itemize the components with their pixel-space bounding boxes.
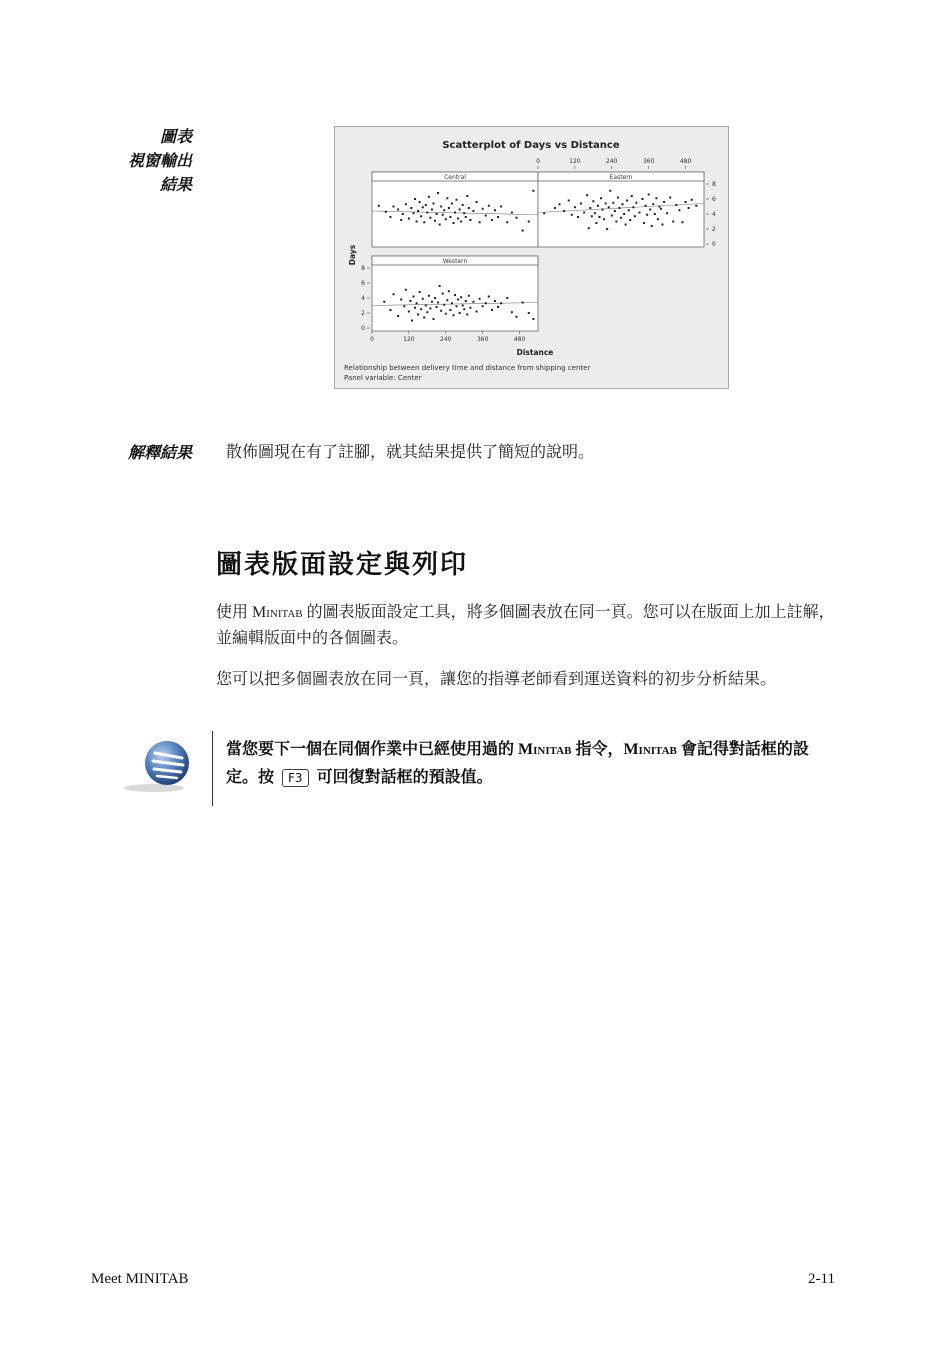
data-point xyxy=(685,201,687,203)
note-part3: 會記得對話框的設定。按 xyxy=(226,741,809,786)
data-point xyxy=(602,209,604,211)
data-point xyxy=(446,299,448,301)
note-app-name-1: Minitab xyxy=(518,741,572,758)
data-point xyxy=(397,315,399,317)
data-point xyxy=(577,216,579,218)
data-point xyxy=(574,206,576,208)
data-point xyxy=(660,208,662,210)
data-point xyxy=(603,218,605,220)
data-point xyxy=(543,212,545,214)
data-point xyxy=(571,214,573,216)
data-point xyxy=(500,302,502,304)
data-point xyxy=(592,200,594,202)
note-icon xyxy=(124,738,194,794)
data-point xyxy=(462,204,464,206)
data-point xyxy=(532,318,534,320)
note-text xyxy=(226,736,836,792)
note-app-name-2: Minitab xyxy=(623,741,677,758)
y-tick-label: 2 xyxy=(361,310,365,317)
data-point xyxy=(400,219,402,221)
data-point xyxy=(457,299,459,301)
x-tick-label: 240 xyxy=(606,158,618,165)
data-point xyxy=(432,318,434,320)
data-point xyxy=(497,216,499,218)
data-point xyxy=(431,301,433,303)
data-point xyxy=(485,215,487,217)
data-point xyxy=(629,219,631,221)
data-point xyxy=(658,206,660,208)
data-point xyxy=(440,310,442,312)
x-tick-label: 360 xyxy=(642,158,655,165)
data-point xyxy=(422,206,424,208)
y-tick-label: 8 xyxy=(361,265,365,272)
data-point xyxy=(422,298,424,300)
data-point xyxy=(431,209,433,211)
data-point xyxy=(434,297,436,299)
data-point xyxy=(554,207,556,209)
data-point xyxy=(528,221,530,223)
chart-output-label-line3: 結果 xyxy=(159,177,192,194)
data-point xyxy=(403,305,405,307)
data-point xyxy=(436,213,438,215)
data-point xyxy=(437,302,439,304)
data-point xyxy=(638,212,640,214)
data-point xyxy=(393,293,395,295)
data-point xyxy=(482,208,484,210)
x-tick-label: 240 xyxy=(440,336,452,343)
chart-footnote-line1: Relationship between delivery time and distance from shipping center xyxy=(344,364,591,372)
data-point xyxy=(649,209,651,211)
data-point xyxy=(442,293,444,295)
data-point xyxy=(423,317,425,319)
data-point xyxy=(466,314,468,316)
data-point xyxy=(428,295,430,297)
data-point xyxy=(465,216,467,218)
f3-key: F3 xyxy=(282,769,309,787)
data-point xyxy=(408,218,410,220)
data-point xyxy=(472,210,474,212)
data-point xyxy=(675,204,677,206)
panel-frame xyxy=(372,172,538,247)
y-tick-label: 4 xyxy=(712,211,716,218)
y-tick-label: 2 xyxy=(712,226,716,233)
section-paragraph-2: 您可以把多個圖表放在同一頁，讓您的指導老師看到運送資料的初步分析結果。 xyxy=(216,671,777,688)
x-tick-label: 0 xyxy=(536,158,540,165)
data-point xyxy=(522,230,524,232)
data-point xyxy=(532,190,534,192)
note-part4: 可回復對話框的預設值。 xyxy=(312,769,493,786)
data-point xyxy=(440,206,442,208)
data-point xyxy=(378,205,380,207)
data-point xyxy=(515,316,517,318)
data-point xyxy=(442,214,444,216)
data-point xyxy=(588,227,590,229)
data-point xyxy=(695,205,697,207)
data-point xyxy=(600,197,602,199)
note-part2: 指令， xyxy=(571,741,624,758)
y-tick-label: 6 xyxy=(361,280,365,287)
data-point xyxy=(669,197,671,199)
data-point xyxy=(425,204,427,206)
data-point xyxy=(635,202,637,204)
chart-output-label xyxy=(96,126,192,198)
para1-pre: 使用 xyxy=(216,604,253,621)
data-point xyxy=(618,207,620,209)
data-point xyxy=(454,212,456,214)
data-point xyxy=(452,222,454,224)
data-point xyxy=(645,205,647,207)
data-point xyxy=(426,212,428,214)
para1-post: 的圖表版面設定工具，將多個圖表放在同一頁。您可以在版面上加上註解，並編輯版面中的各個圖表。 xyxy=(216,604,835,647)
data-point xyxy=(426,311,428,313)
data-point xyxy=(463,308,465,310)
data-point xyxy=(648,194,650,196)
data-point xyxy=(479,298,481,300)
data-point xyxy=(476,311,478,313)
note-divider xyxy=(212,731,213,806)
data-point xyxy=(625,224,627,226)
data-point xyxy=(580,203,582,205)
data-point xyxy=(605,203,607,205)
data-point xyxy=(420,215,422,217)
data-point xyxy=(468,207,470,209)
data-point xyxy=(626,200,628,202)
data-point xyxy=(402,213,404,215)
data-point xyxy=(662,224,664,226)
data-point xyxy=(436,306,438,308)
data-point xyxy=(389,216,391,218)
interpret-results-text: 散佈圖現在有了註腳，就其結果提供了簡短的說明。 xyxy=(226,444,595,461)
y-tick-label: 0 xyxy=(361,325,365,332)
chart-y-axis-label: Days xyxy=(348,244,357,266)
data-point xyxy=(628,209,630,211)
panel-label: Central xyxy=(444,174,466,181)
data-point xyxy=(586,194,588,196)
data-point xyxy=(559,203,561,205)
data-point xyxy=(563,210,565,212)
data-point xyxy=(463,212,465,214)
data-point xyxy=(609,190,611,192)
data-point xyxy=(678,209,680,211)
data-point xyxy=(479,221,481,223)
data-point xyxy=(506,297,508,299)
para1-app-name: Minitab xyxy=(252,604,303,621)
data-point xyxy=(488,296,490,298)
panel-frame xyxy=(372,256,538,331)
data-point xyxy=(657,218,659,220)
data-point xyxy=(419,291,421,293)
chart-output-label-line1: 圖表 xyxy=(159,129,192,146)
data-point xyxy=(655,197,657,199)
chart-output-label-line2: 視窗輸出 xyxy=(127,153,192,170)
data-point xyxy=(449,309,451,311)
data-point xyxy=(443,209,445,211)
scatterplot-image xyxy=(334,126,729,389)
data-point xyxy=(469,219,471,221)
data-point xyxy=(439,285,441,287)
data-point xyxy=(511,311,513,313)
data-point xyxy=(646,214,648,216)
data-point xyxy=(393,206,395,208)
data-point xyxy=(465,300,467,302)
data-point xyxy=(469,307,471,309)
data-point xyxy=(389,309,391,311)
data-point xyxy=(434,220,436,222)
data-point xyxy=(385,211,387,213)
x-tick-label: 120 xyxy=(569,158,581,165)
chart-footnote-line2: Panel variable: Center xyxy=(344,374,422,382)
chart-title: Scatterplot of Days vs Distance xyxy=(442,140,620,151)
data-point xyxy=(451,302,453,304)
data-point xyxy=(409,300,411,302)
note-part1: 當您要下一個在同個作業中已經使用過的 xyxy=(226,741,519,758)
section-heading: 圖表版面設定與列印 xyxy=(216,550,469,579)
data-point xyxy=(485,302,487,304)
y-tick-label: 0 xyxy=(712,241,716,248)
interpret-results-label: 解釋結果 xyxy=(127,445,192,462)
data-point xyxy=(445,218,447,220)
scatterplot-svg xyxy=(335,127,728,388)
y-tick-label: 8 xyxy=(712,181,716,188)
data-point xyxy=(488,205,490,207)
data-point xyxy=(459,312,461,314)
data-point xyxy=(456,305,458,307)
data-point xyxy=(528,312,530,314)
data-point xyxy=(515,217,517,219)
data-point xyxy=(591,215,593,217)
data-point xyxy=(583,212,585,214)
data-point xyxy=(522,302,524,304)
data-point xyxy=(500,206,502,208)
data-point xyxy=(383,301,385,303)
data-point xyxy=(476,201,478,203)
data-point xyxy=(460,296,462,298)
data-point xyxy=(482,305,484,307)
data-point xyxy=(405,289,407,291)
data-point xyxy=(589,207,591,209)
data-point xyxy=(448,290,450,292)
data-point xyxy=(615,221,617,223)
data-point xyxy=(416,302,418,304)
data-point xyxy=(597,205,599,207)
data-point xyxy=(691,199,693,201)
data-point xyxy=(608,206,610,208)
data-point xyxy=(397,209,399,211)
data-point xyxy=(606,228,608,230)
data-point xyxy=(642,198,644,200)
data-point xyxy=(449,216,451,218)
x-tick-label: 120 xyxy=(403,336,415,343)
section-paragraph-1 xyxy=(216,600,842,652)
data-point xyxy=(405,203,407,205)
data-point xyxy=(419,201,421,203)
y-tick-label: 4 xyxy=(361,295,365,302)
data-point xyxy=(631,195,633,197)
data-point xyxy=(672,221,674,223)
data-point xyxy=(666,212,668,214)
data-point xyxy=(611,215,613,217)
data-point xyxy=(623,213,625,215)
data-point xyxy=(446,197,448,199)
y-tick-label: 6 xyxy=(712,196,716,203)
data-point xyxy=(432,203,434,205)
data-point xyxy=(494,300,496,302)
data-point xyxy=(634,215,636,217)
data-point xyxy=(408,311,410,313)
data-point xyxy=(622,203,624,205)
data-point xyxy=(425,305,427,307)
data-point xyxy=(459,209,461,211)
panel-label: Eastern xyxy=(609,174,633,181)
footer-page-number: 2-11 xyxy=(808,1271,835,1287)
data-point xyxy=(443,304,445,306)
data-point xyxy=(400,299,402,301)
data-point xyxy=(429,217,431,219)
data-point xyxy=(445,313,447,315)
data-point xyxy=(456,199,458,201)
data-point xyxy=(452,314,454,316)
data-point xyxy=(598,216,600,218)
data-point xyxy=(416,221,418,223)
x-tick-label: 360 xyxy=(476,336,489,343)
data-point xyxy=(413,212,415,214)
data-point xyxy=(594,212,596,214)
data-point xyxy=(451,203,453,205)
data-point xyxy=(491,219,493,221)
data-point xyxy=(414,198,416,200)
data-point xyxy=(511,212,513,214)
data-point xyxy=(417,210,419,212)
data-point xyxy=(497,306,499,308)
data-point xyxy=(429,308,431,310)
data-point xyxy=(462,305,464,307)
data-point xyxy=(681,221,683,223)
data-point xyxy=(448,207,450,209)
data-point xyxy=(506,221,508,223)
data-point xyxy=(614,210,616,212)
data-point xyxy=(472,301,474,303)
data-point xyxy=(411,320,413,322)
data-point xyxy=(417,314,419,316)
data-point xyxy=(652,203,654,205)
data-point xyxy=(423,221,425,223)
data-point xyxy=(454,294,456,296)
data-point xyxy=(437,192,439,194)
data-point xyxy=(595,222,597,224)
data-point xyxy=(413,296,415,298)
data-point xyxy=(414,307,416,309)
data-point xyxy=(428,196,430,198)
chart-x-axis-label: Distance xyxy=(516,348,554,357)
footer-left: Meet MINITAB xyxy=(91,1271,189,1287)
data-point xyxy=(420,308,422,310)
data-point xyxy=(460,221,462,223)
data-point xyxy=(632,206,634,208)
data-point xyxy=(491,309,493,311)
data-point xyxy=(568,200,570,202)
data-point xyxy=(651,225,653,227)
data-point xyxy=(663,201,665,203)
data-point xyxy=(439,224,441,226)
x-tick-label: 480 xyxy=(513,336,526,343)
data-point xyxy=(494,209,496,211)
data-point xyxy=(410,207,412,209)
data-point xyxy=(457,218,459,220)
data-point xyxy=(620,217,622,219)
x-tick-label: 0 xyxy=(370,336,374,343)
data-point xyxy=(617,197,619,199)
data-point xyxy=(643,222,645,224)
data-point xyxy=(688,207,690,209)
data-point xyxy=(468,295,470,297)
panel-label: Western xyxy=(442,258,468,265)
data-point xyxy=(612,202,614,204)
data-point xyxy=(654,213,656,215)
x-tick-label: 480 xyxy=(679,158,692,165)
data-point xyxy=(466,195,468,197)
